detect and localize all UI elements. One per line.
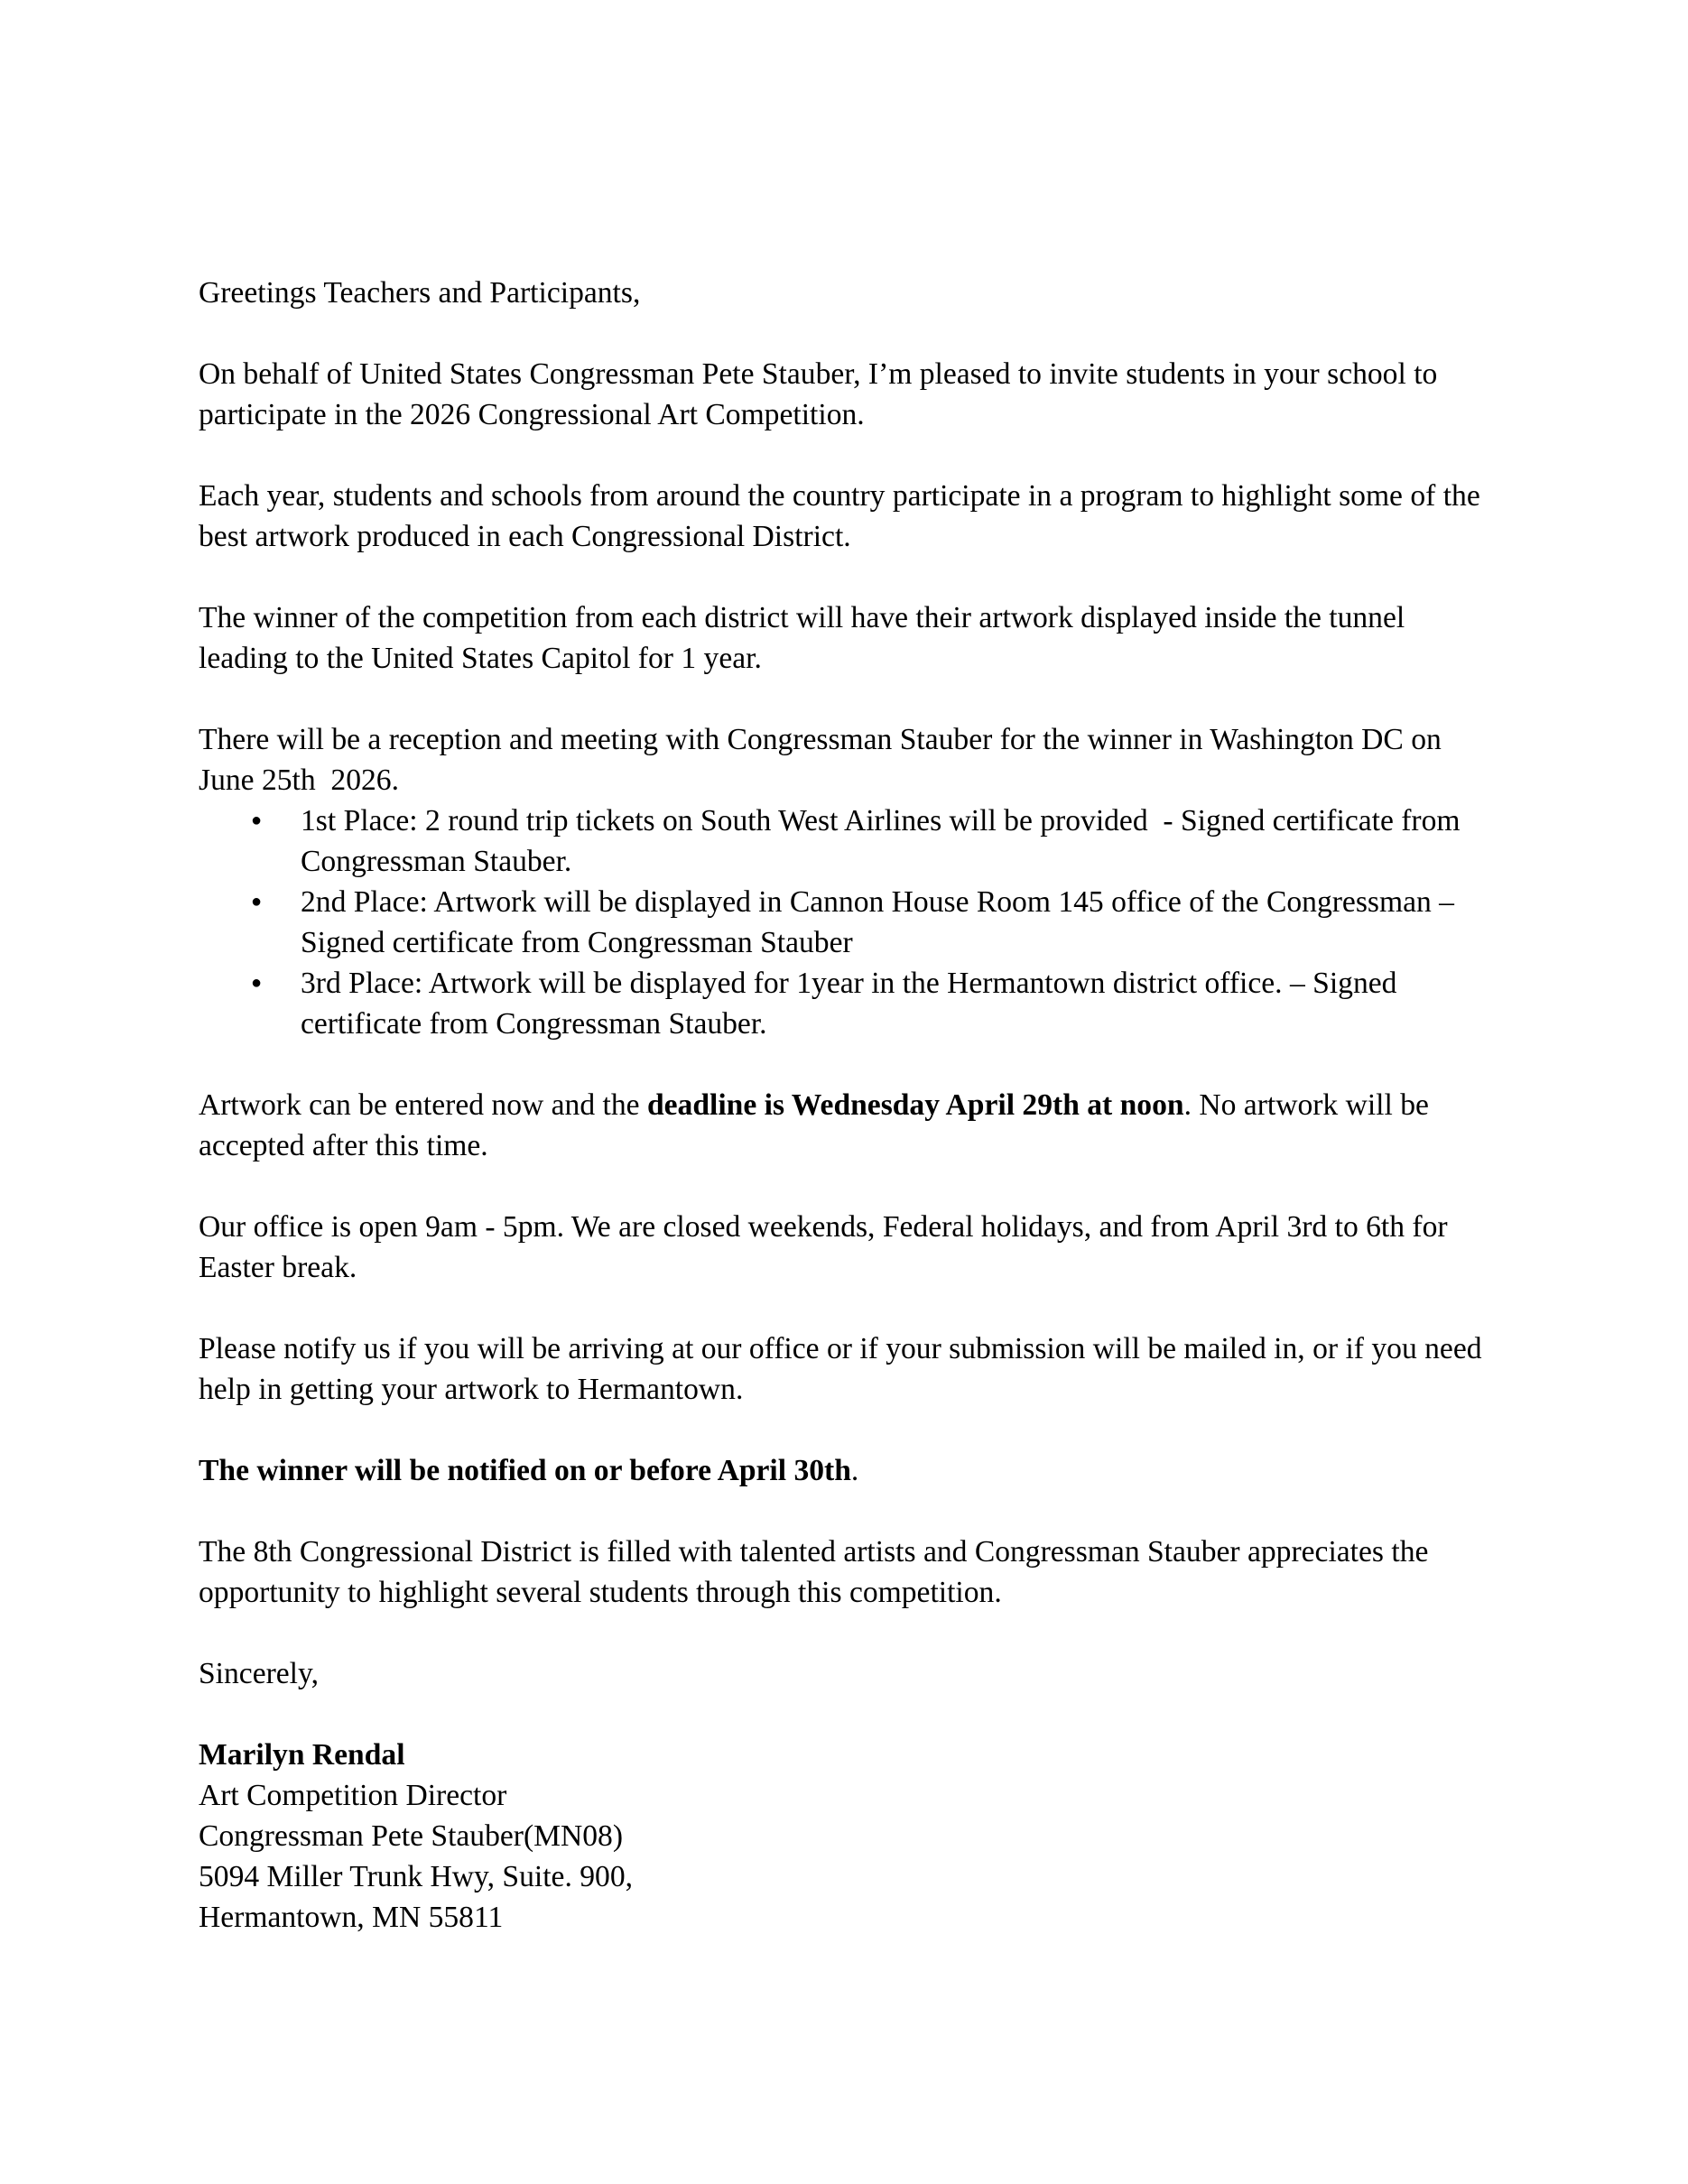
text-run: 5094 Miller Trunk Hwy, Suite. 900, bbox=[199, 1860, 634, 1893]
text-run: Marilyn Rendal bbox=[199, 1738, 405, 1772]
bullet-list bbox=[199, 800, 1489, 1044]
text-run: 2nd Place: Artwork will be displayed in Cannon House Room 145 office of the Congressman – Signed certificate from Congressman Stauber bbox=[301, 885, 1462, 959]
text-run: The 8th Congressional District is filled with talented artists and Congressman Stauber appreciates the opportunity to highlight several students through this competition. bbox=[199, 1535, 1436, 1609]
text-run: Greetings Teachers and Participants, bbox=[199, 276, 641, 310]
text-run: 3rd Place: Artwork will be displayed for 1year in the Hermantown district office. – Signed certificate from Congressman Stauber. bbox=[301, 967, 1405, 1041]
text-run: Art Competition Director bbox=[199, 1779, 507, 1812]
list-item bbox=[199, 800, 1489, 882]
bullet-icon: ● bbox=[251, 810, 263, 830]
text-run: The winner will be notified on or before April 30th bbox=[199, 1454, 851, 1487]
paragraph bbox=[199, 1085, 1489, 1166]
text-run: Sincerely, bbox=[199, 1657, 320, 1690]
signature-line bbox=[199, 1816, 1489, 1856]
paragraph bbox=[199, 719, 1489, 800]
paragraph bbox=[199, 1328, 1489, 1410]
text-run: Each year, students and schools from around the country participate in a program to highlight some of the best artwork produced in each Congressional District. bbox=[199, 479, 1489, 553]
text-run: Our office is open 9am - 5pm. We are closed weekends, Federal holidays, and from April 3rd to 6th for Easter break. bbox=[199, 1210, 1455, 1284]
paragraph bbox=[199, 1450, 1489, 1491]
text-run: Artwork can be entered now and the bbox=[199, 1088, 647, 1122]
paragraph bbox=[199, 273, 1489, 313]
text-run: There will be a reception and meeting with Congressman Stauber for the winner in Washington DC on June 25th 2026. bbox=[199, 723, 1450, 797]
signature-line bbox=[199, 1897, 1489, 1938]
paragraph bbox=[199, 1532, 1489, 1613]
text-run: Hermantown, MN 55811 bbox=[199, 1901, 504, 1934]
list-item bbox=[199, 963, 1489, 1044]
signature-line bbox=[199, 1775, 1489, 1816]
text-run: The winner of the competition from each district will have their artwork displayed inside the tunnel leading to the United States Capitol for 1 year. bbox=[199, 601, 1413, 675]
text-run: On behalf of United States Congressman Pete Stauber, I’m pleased to invite students in your school to participate in the 2026 Congressional Art Competition. bbox=[199, 357, 1445, 431]
letter-body bbox=[199, 273, 1489, 1938]
paragraph bbox=[199, 1207, 1489, 1288]
bullet-icon: ● bbox=[251, 973, 263, 993]
list-item bbox=[199, 882, 1489, 963]
text-run: Congressman Pete Stauber(MN08) bbox=[199, 1819, 624, 1853]
paragraph bbox=[199, 1653, 1489, 1694]
paragraph bbox=[199, 597, 1489, 679]
paragraph bbox=[199, 354, 1489, 435]
signature-block bbox=[199, 1735, 1489, 1938]
text-run: . bbox=[850, 1454, 859, 1487]
text-run: deadline is Wednesday April 29th at noon bbox=[646, 1088, 1184, 1122]
text-run: 1st Place: 2 round trip tickets on South West Airlines will be provided - Signed certificate from Congressman Stauber. bbox=[301, 804, 1468, 878]
bullet-icon: ● bbox=[251, 892, 263, 912]
paragraph bbox=[199, 476, 1489, 557]
signature-line bbox=[199, 1856, 1489, 1897]
text-run: Please notify us if you will be arriving at our office or if your submission will be mailed in, or if you need help in getting your artwork to Hermantown. bbox=[199, 1332, 1489, 1406]
text-run: . No artwork will be accepted after this time. bbox=[199, 1088, 1437, 1162]
signature-line bbox=[199, 1735, 1489, 1775]
